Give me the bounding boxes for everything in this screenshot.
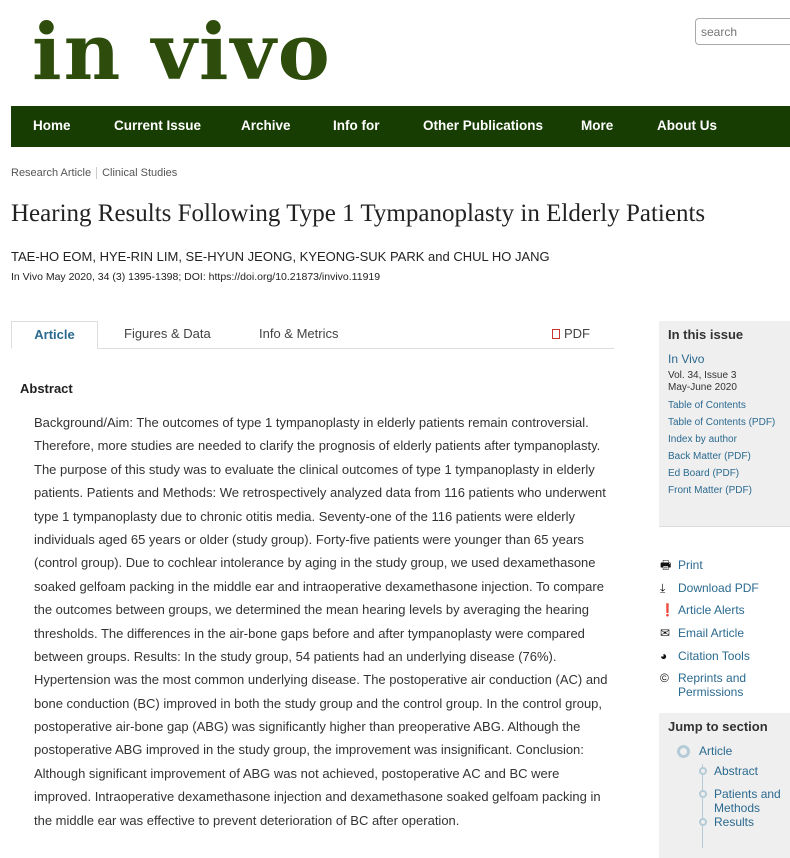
abstract-line: improved. Intraoperative dexamethasone injection and dexamethasone soaked gelfoam packing in [34, 789, 601, 805]
abstract-line: Although significant improvement of ABG was not achieved, postoperative AC and BC were [34, 765, 560, 781]
jump-results[interactable] [699, 815, 781, 838]
abstract-line: Background/Aim: The outcomes of type 1 tympanoplasty in elderly patients remain controversial. [34, 415, 589, 430]
front-matter-link[interactable]: Front Matter (PDF) [668, 485, 752, 496]
abstract-line: bone conduction (BC) improved in both the study group and the control group. In the control group, [34, 695, 603, 711]
issue-date: May-June 2020 [668, 382, 737, 393]
search-input[interactable] [695, 18, 790, 45]
abstract-line: postoperative air-bone gap (ABG) was significantly higher than preoperative ABG. Although the [34, 719, 581, 735]
abstract-text [34, 411, 634, 832]
nav-archive[interactable]: Archive [241, 118, 291, 133]
pdf-icon [552, 329, 560, 339]
index-by-author-link[interactable]: Index by author [668, 434, 737, 445]
abstract-line: individuals aged 65 years or older (study group). Forty-five patients were younger than 65 years [34, 531, 584, 547]
tool-label: Download PDF [678, 580, 759, 595]
tool-label: Print [678, 558, 703, 572]
pdf-label: PDF [564, 326, 590, 341]
tab-article[interactable]: Article [11, 321, 98, 349]
toc-pdf-link[interactable]: Table of Contents (PDF) [668, 417, 776, 428]
circle-icon [677, 745, 690, 758]
abstract-line: the middle ear was effective to prevent deterioration of BC after operation. [34, 812, 460, 828]
toc-link[interactable]: Table of Contents [668, 400, 746, 411]
back-matter-link[interactable]: Back Matter (PDF) [668, 451, 751, 462]
tool-download-pdf[interactable] [660, 578, 790, 601]
print-icon: 🖶 [660, 558, 672, 572]
nav-more[interactable]: More [581, 118, 614, 133]
main-nav [11, 106, 790, 147]
abstract-line: (control group). Due to cochlear intolerance by aging in the study group, we used dexamethasone [34, 555, 596, 571]
tool-label: Email Article [678, 626, 745, 641]
jump-article-label: Article [699, 744, 733, 758]
jump-patients-methods[interactable] [699, 787, 781, 815]
jump-label: Patients and Methods [714, 787, 781, 816]
abstract-line: the outcomes between groups, we determined the mean hearing levels by averaging the hearing [34, 602, 590, 618]
pdf-link[interactable] [552, 326, 590, 341]
tool-article-alerts[interactable] [660, 600, 790, 623]
abstract-line: patients. Patients and Methods: We retrospectively analyzed data from 116 patients who underwent [34, 485, 606, 501]
nav-current-issue[interactable]: Current Issue [114, 118, 202, 133]
article-tools [660, 555, 790, 699]
tab-figures-data[interactable]: Figures & Data [124, 326, 211, 341]
citation: In Vivo May 2020, 34 (3) 1395-1398; DOI: https://doi.org/10.21873/invivo.11919 [11, 271, 381, 283]
logo[interactable]: in vivo [32, 7, 332, 98]
jump-heading: Jump to section [668, 719, 768, 734]
nav-about-us[interactable]: About Us [657, 118, 717, 133]
nav-home[interactable]: Home [33, 118, 71, 133]
jump-to-section-panel [659, 713, 790, 858]
abstract-heading: Abstract [20, 381, 73, 396]
abstract-line: Hypertension was the most common underlying disease. The postoperative air conduction (AC) and [34, 672, 608, 688]
breadcrumb-type: Research Article [11, 167, 92, 179]
abstract-line: type 1 tympanoplasty due to chronic otitis media. Seventy-one of the 116 patients were elderly [34, 508, 576, 524]
tab-info-metrics[interactable]: Info & Metrics [259, 326, 339, 341]
abstract-line: between groups. Results: In the study group, 54 patients had an underlying disease (76%). [34, 648, 557, 664]
issue-heading: In this issue [668, 327, 744, 342]
breadcrumb-category: Clinical Studies [102, 167, 178, 179]
breadcrumb [11, 167, 177, 179]
tool-label: Article Alerts [678, 603, 745, 618]
breadcrumb-separator [96, 167, 97, 179]
tool-label: Citation Tools [678, 648, 750, 663]
ed-board-link[interactable]: Ed Board (PDF) [668, 468, 740, 479]
abstract-line: thresholds. The differences in the air-bone gaps before and after tympanoplasty were compared [34, 625, 585, 641]
email-icon: ✉ [660, 626, 671, 641]
tool-label: Reprints and Permissions [678, 671, 747, 700]
article-title: Hearing Results Following Type 1 Tympanoplasty in Elderly Patients [11, 200, 706, 227]
nav-other-publications[interactable]: Other Publications [423, 118, 544, 133]
journal-link[interactable]: In Vivo [668, 352, 705, 366]
in-this-issue-panel [659, 321, 790, 527]
circle-icon [699, 767, 707, 775]
issue-volume: Vol. 34, Issue 3 [668, 370, 737, 381]
abstract-line: Therefore, more studies are needed to clarify the prognosis of elderly patients after tympanoplasty. [34, 438, 601, 454]
jump-label: Results [714, 815, 755, 830]
abstract-line: postoperative ABG improved in the study group, the improvement was insignificant. Conclusion: [34, 742, 584, 758]
abstract-line: soaked gelfoam packing in the middle ear and intraoperative dexamethasone injection. To compare [34, 578, 604, 594]
circle-icon [699, 790, 707, 798]
globe-icon: ◕ [660, 648, 668, 663]
jump-abstract[interactable] [699, 764, 781, 787]
authors: TAE-HO EOM, HYE-RIN LIM, SE-HYUN JEONG, KYEONG-SUK PARK and CHUL HO JANG [11, 249, 550, 264]
circle-icon [699, 818, 707, 826]
tool-reprints-and-permissions[interactable] [660, 668, 790, 699]
copyright-icon: © [660, 671, 669, 686]
jump-article[interactable] [677, 744, 781, 758]
section-connector [702, 764, 781, 848]
tool-email-article[interactable] [660, 623, 790, 646]
jump-label: Abstract [714, 764, 759, 779]
tool-citation-tools[interactable] [660, 646, 790, 669]
abstract-line: The purpose of this study was to evaluate the clinical outcomes of type 1 tympanoplasty in elderly [34, 461, 595, 477]
alert-icon: ❗ [660, 603, 675, 618]
nav-info-for[interactable]: Info for [333, 118, 380, 133]
tool-print[interactable] [660, 555, 790, 578]
download-icon: ⤓ [660, 580, 666, 595]
article-tabs [11, 321, 614, 349]
